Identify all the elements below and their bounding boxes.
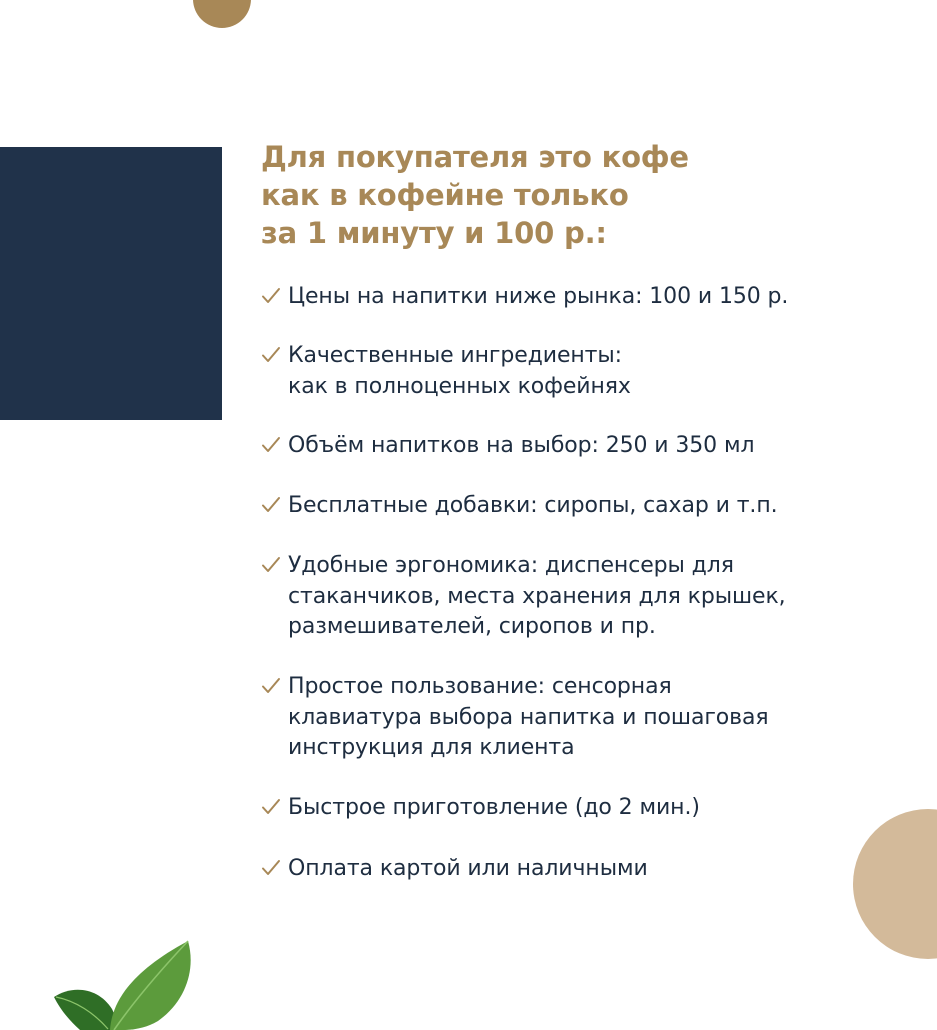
headline-line: за 1 минуту и 100 р.: <box>261 216 607 250</box>
feature-line: Цены на напитки ниже рынка: 100 и 150 р. <box>288 284 789 309</box>
headline-line: как в кофейне только <box>261 178 629 212</box>
feature-line: Объём напитков на выбор: 250 и 350 мл <box>288 433 755 458</box>
feature-item-ingredients <box>261 341 901 402</box>
check-icon <box>261 286 281 306</box>
check-icon <box>261 555 281 575</box>
feature-item-speed <box>261 793 901 824</box>
feature-line: Оплата картой или наличными <box>288 856 648 881</box>
feature-item-price <box>261 282 901 313</box>
feature-line: размешивателей, сиропов и пр. <box>288 614 656 639</box>
headline-line: Для покупателя это кофе <box>261 140 689 174</box>
feature-item-ergonomics <box>261 551 901 643</box>
feature-text <box>288 672 901 764</box>
feature-line: клавиатура выбора напитка и пошаговая <box>288 704 769 730</box>
feature-line: Простое пользование: сенсорная <box>288 674 672 699</box>
feature-text <box>288 431 901 462</box>
feature-text <box>288 551 901 643</box>
check-icon <box>261 676 281 696</box>
headline <box>261 138 689 252</box>
check-icon <box>261 797 281 817</box>
feature-line: как в полноценных кофейнях <box>288 373 631 399</box>
feature-line: Бесплатные добавки: сиропы, сахар и т.п. <box>288 493 778 518</box>
navy-accent-block <box>0 147 222 420</box>
feature-item-usability <box>261 672 901 764</box>
feature-line: Быстрое приготовление (до 2 мин.) <box>288 795 700 820</box>
feature-line: Удобные эргономика: диспенсеры для <box>288 553 734 578</box>
feature-line: стаканчиков, места хранения для крышек, <box>288 583 786 609</box>
feature-item-payment <box>261 854 901 885</box>
feature-text <box>288 793 901 824</box>
feature-item-volume <box>261 431 901 462</box>
feature-text <box>288 282 901 313</box>
feature-item-additives <box>261 491 901 522</box>
decorative-circle-top <box>193 0 251 28</box>
check-icon <box>261 495 281 515</box>
check-icon <box>261 858 281 878</box>
feature-text <box>288 341 901 402</box>
check-icon <box>261 345 281 365</box>
feature-text <box>288 491 901 522</box>
check-icon <box>261 435 281 455</box>
feature-line: инструкция для клиента <box>288 735 575 760</box>
feature-line: Качественные ингредиенты: <box>288 343 622 368</box>
coffee-leaf-icon <box>50 935 200 1030</box>
feature-text <box>288 854 901 885</box>
